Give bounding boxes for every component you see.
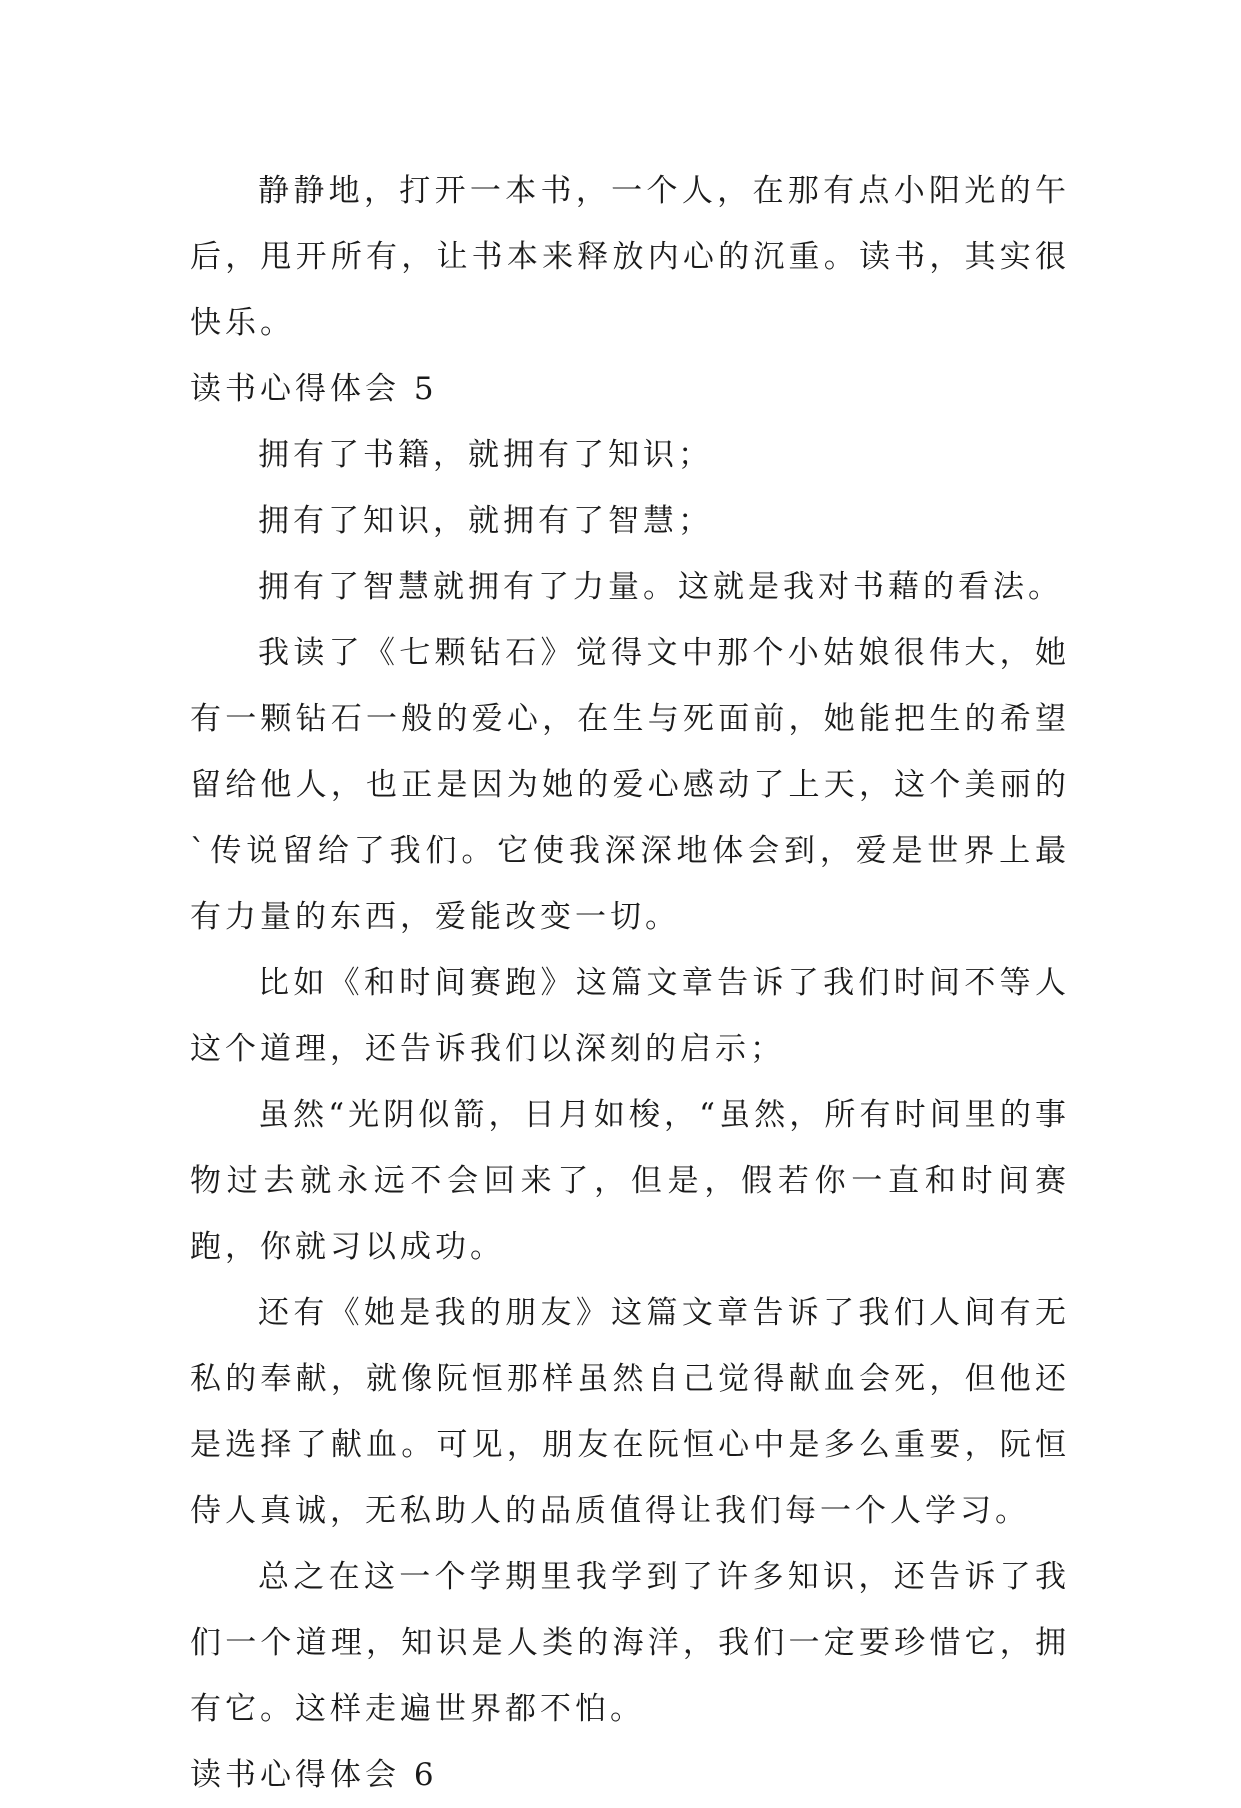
paragraph: 拥有了智慧就拥有了力量。这就是我对书藉的看法。 [258, 569, 1063, 605]
paragraph: 静静地，打开一本书，一个人，在那有点小阳光的午后，甩开所有，让书本来释放内心的沉重。读书，其实很快乐。 [190, 173, 1070, 341]
paragraph: 我读了《七颗钻石》觉得文中那个小姑娘很伟大，她有一颗钻石一般的爱心，在生与死面前，她能把生的希望留给他人，也正是因为她的爱心感动了上天，这个美丽的`传说留给了我们。它使我深深地体会到，爱是世界上最有力量的东西，爱能改变一切。 [190, 635, 1070, 935]
paragraph: 拥有了知识，就拥有了智慧； [258, 503, 713, 539]
document-body [190, 158, 1070, 1808]
paragraph: 总之在这一个学期里我学到了许多知识，还告诉了我们一个道理，知识是人类的海洋，我们一定要珍惜它，拥有它。这样走遍世界都不怕。 [190, 1559, 1070, 1727]
paragraph: 还有《她是我的朋友》这篇文章告诉了我们人间有无私的奉献，就像阮恒那样虽然自己觉得献血会死，但他还是选择了献血。可见，朋友在阮恒心中是多么重要，阮恒侍人真诚，无私助人的品质值得让我们每一个人学习。 [190, 1295, 1070, 1529]
paragraph: 拥有了书籍，就拥有了知识； [258, 437, 713, 473]
section-heading: 读书心得体会 6 [190, 1757, 438, 1793]
paragraph: 虽然“光阴似箭，日月如梭，“虽然，所有时间里的事物过去就永远不会回来了，但是，假若你一直和时间赛跑，你就习以成功。 [190, 1097, 1070, 1265]
paragraph: 比如《和时间赛跑》这篇文章告诉了我们时间不等人这个道理，还告诉我们以深刻的启示； [190, 965, 1070, 1067]
section-heading: 读书心得体会 5 [190, 371, 438, 407]
